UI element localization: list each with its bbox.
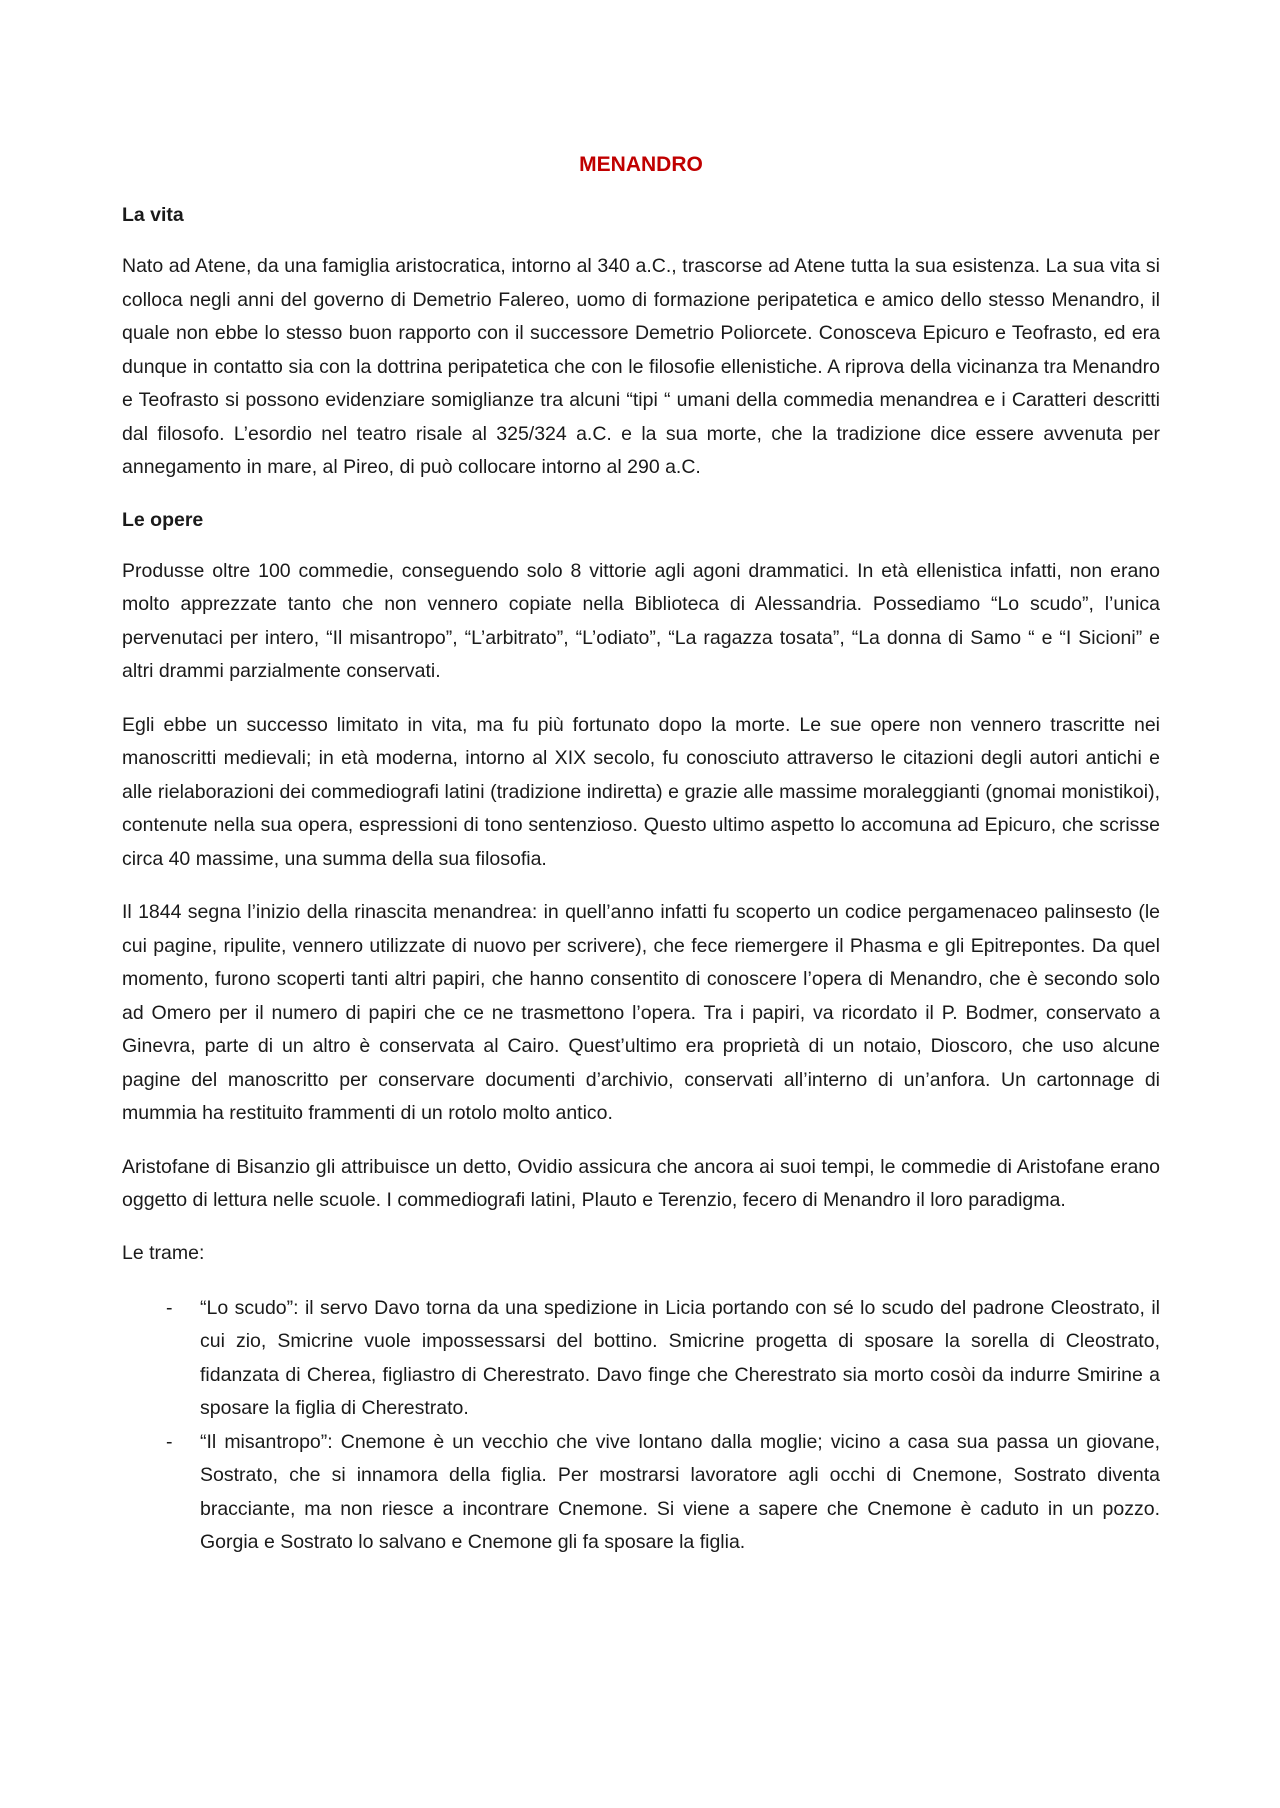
works-paragraph-2: Egli ebbe un successo limitato in vita, ma fu più fortunato dopo la morte. Le sue opere non vennero trascritte nei manoscritti medievali; in età moderna, intorno al XIX secolo, fu conosciuto attraverso le citazioni degli autori antichi e alle rielaborazioni dei commediografi latini (tradizione indiretta) e grazie alle massime moraleggianti (gnomai monistikoi), contenute nella sua opera, espressioni di tono sentenzioso. Questo ultimo aspetto lo accomuna ad Epicuro, che scrisse circa 40 massime, una summa della sua filosofia. [122,713,1160,870]
works-paragraph-1: Produsse oltre 100 commedie, conseguendo solo 8 vittorie agli agoni drammatici. In età ellenistica infatti, non erano molto apprezzate tanto che non vennero copiate nella Biblioteca di Alessandria. Possediamo “Lo scudo”, l’unica pervenutaci per intero, “Il misantropo”, “L’arbitrato”, “L’odiato”, “La ragazza tosata”, “La donna di Samo “ e “I Sicioni” e altri drammi parzialmente conservati. [122,559,1160,682]
plot-text: “Il misantropo”: Cnemone è un vecchio che vive lontano dalla moglie; vicino a casa sua passa un giovane, Sostrato, che si innamora della figlia. Per mostrarsi lavoratore agli occhi di Cnemone, Sostrato diventa bracciante, ma non riesce a incontrare Cnemone. Si viene a sapere che Cnemone è caduto in un pozzo. Gorgia e Sostrato lo salvano e Cnemone gli fa sposare la figlia. [200,1430,1160,1553]
plots-list [122,1292,1160,1560]
plot-item-il-misantropo [122,1426,1160,1560]
plot-text: “Lo scudo”: il servo Davo torna da una spedizione in Licia portando con sé lo scudo del padrone Cleostrato, il cui zio, Smicrine vuole impossessarsi del bottino. Smicrine progetta di sposare la sorella di Cleostrato, fidanzata di Cherea, figliastro di Cherestrato. Davo finge che Cherestrato sia morto cosòi da indurre Smirine a sposare la figlia di Cherestrato. [200,1296,1160,1419]
section-heading-life: La vita [122,204,184,226]
list-dash: - [166,1296,173,1319]
plots-label: Le trame: [122,1241,205,1264]
plot-item-lo-scudo [122,1292,1160,1426]
document-title: MENANDRO [579,153,703,176]
works-paragraph-4: Aristofane di Bisanzio gli attribuisce un detto, Ovidio assicura che ancora ai suoi tempi, le commedie di Aristofane erano oggetto di lettura nelle scuole. I commediografi latini, Plauto e Terenzio, fecero di Menandro il loro paradigma. [122,1155,1160,1211]
life-paragraph: Nato ad Atene, da una famiglia aristocratica, intorno al 340 a.C., trascorse ad Atene tutta la sua esistenza. La sua vita si colloca negli anni del governo di Demetrio Falereo, uomo di formazione peripatetica e amico dello stesso Menandro, il quale non ebbe lo stesso buon rapporto con il successore Demetrio Poliorcete. Conosceva Epicuro e Teofrasto, ed era dunque in contatto sia con la dottrina peripatetica che con le filosofie ellenistiche. A riprova della vicinanza tra Menandro e Teofrasto si possono evidenziare somiglianze tra alcuni “tipi “ umani della commedia menandrea e i Caratteri descritti dal filosofo. L’esordio nel teatro risale al 325/324 a.C. e la sua morte, che la tradizione dice essere avvenuta per annegamento in mare, al Pireo, di può collocare intorno al 290 a.C. [122,255,1160,478]
section-heading-works: Le opere [122,508,204,531]
works-paragraph-3: Il 1844 segna l’inizio della rinascita menandrea: in quell’anno infatti fu scoperto un codice pergamenaceo palinsesto (le cui pagine, ripulite, vennero utilizzate di nuovo per scrivere), che fece riemergere il Phasma e gli Epitrepontes. Da quel momento, furono scoperti tanti altri papiri, che hanno consentito di conoscere l’opera di Menandro, che è secondo solo ad Omero per il numero di papiri che ce ne trasmettono l’opera. Tra i papiri, va ricordato il P. Bodmer, conservato a Ginevra, parte di un altro è conservata al Cairo. Quest’ultimo era proprietà di un notaio, Dioscoro, che uso alcune pagine del manoscritto per conservare documenti d’archivio, conservati all’interno di un’anfora. Un cartonnage di mummia ha restituito frammenti di un rotolo molto antico. [122,901,1160,1124]
list-dash: - [166,1430,173,1453]
document-body [122,150,1160,1560]
